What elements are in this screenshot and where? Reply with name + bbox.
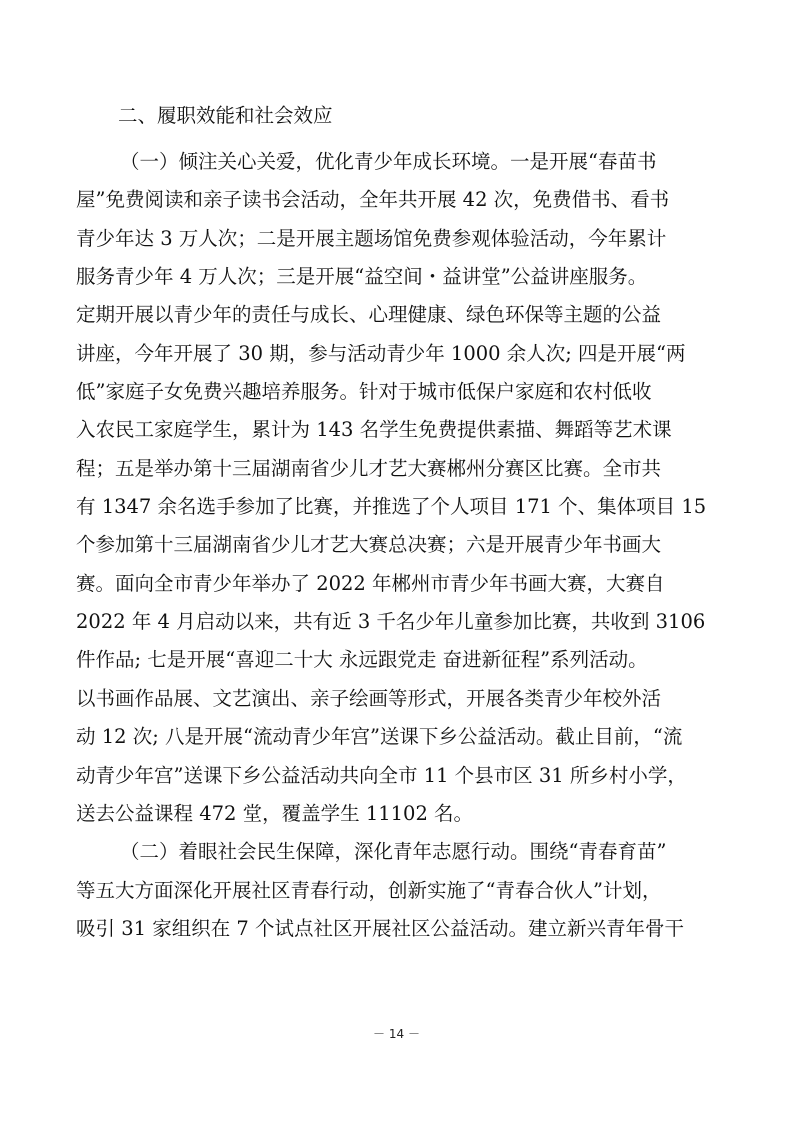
text-line: 个参加第十三届湖南省少儿才艺大赛总决赛；六是开展青少年书画大 [76, 533, 662, 557]
text-line: 有 1347 余名选手参加了比赛，并推选了个人项目 171 个、集体项目 15 [76, 495, 707, 519]
text-line: （一）倾注关心关爱，优化青少年成长环境。一是开展“春苗书 [120, 150, 657, 173]
text-line: 等五大方面深化开展社区青春行动，创新实施了“青春合伙人”计划， [76, 878, 662, 902]
text-line: 屋”免费阅读和亲子读书会活动，全年共开展 42 次，免费借书、看书 [76, 188, 670, 212]
text-line: 入农民工家庭学生，累计为 143 名学生免费提供素描、舞蹈等艺术课 [76, 418, 672, 442]
text-line: 青少年达 3 万人次；二是开展主题场馆免费参观体验活动，今年累计 [76, 226, 667, 250]
text-line: 动 12 次; 八是开展“流动青少年宫”送课下乡公益活动。截止目前，“流 [76, 725, 683, 749]
text-line: 程；五是举办第十三届湖南省少儿才艺大赛郴州分赛区比赛。全市共 [76, 456, 662, 480]
text-line: 定期开展以青少年的责任与成长、心理健康、绿色环保等主题的公益 [76, 303, 662, 327]
body-text [76, 143, 726, 948]
text-line: 吸引 31 家组织在 7 个试点社区开展社区公益活动。建立新兴青年骨干 [76, 916, 685, 940]
section-heading: 二、履职效能和社会效应 [118, 104, 333, 127]
text-line: 以书画作品展、文艺演出、亲子绘画等形式，开展各类青少年校外活 [76, 686, 662, 710]
text-line: 讲座，今年开展了 30 期，参与活动青少年 1000 余人次; 四是开展“两 [76, 341, 686, 365]
text-line: 动青少年宫”送课下乡公益活动共向全市 11 个县市区 31 所乡村小学， [76, 763, 687, 787]
text-line: 低”家庭子女免费兴趣培养服务。针对于城市低保户家庭和农村低收 [76, 380, 652, 404]
text-line: 2022 年 4 月启动以来，共有近 3 千名少年儿童参加比赛，共收到 3106 [76, 610, 706, 634]
text-line: 服务青少年 4 万人次；三是开展“益空间・益讲堂”公益讲座服务。 [76, 265, 648, 289]
text-line: 赛。面向全市青少年举办了 2022 年郴州市青少年书画大赛，大赛自 [76, 571, 665, 595]
text-line: 送去公益课程 472 堂，覆盖学生 11102 名。 [76, 801, 474, 825]
page-number: － 14 － [373, 1027, 420, 1041]
text-line: （二）着眼社会民生保障，深化青年志愿行动。围绕“青春育苗” [120, 840, 667, 864]
text-line: 件作品; 七是开展“喜迎二十大 永远跟党走 奋进新征程”系列活动。 [76, 648, 648, 672]
